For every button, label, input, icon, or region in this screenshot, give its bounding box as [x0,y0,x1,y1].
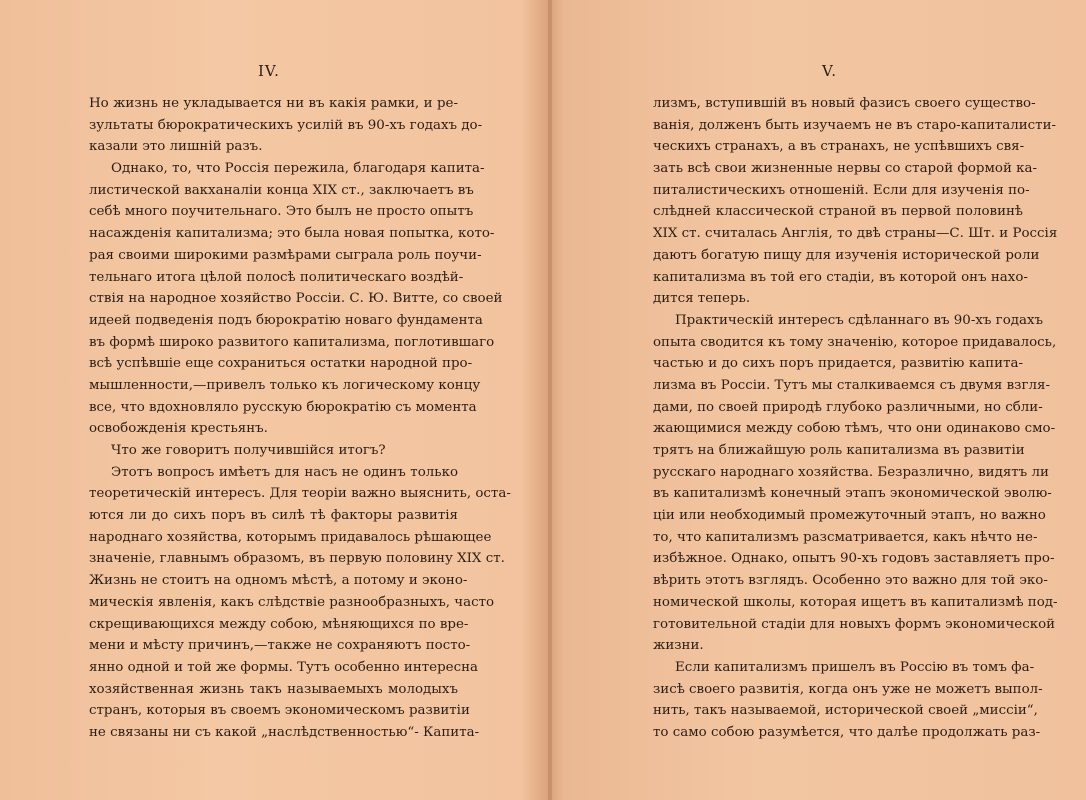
text-line: Жизнь не стоитъ на одномъ мѣстѣ, а потому и эконо- [89,573,468,589]
text-line: ются ли до сихъ поръ въ силѣ тѣ факторы развитія [89,508,458,524]
text-line: Если капитализмъ пришелъ въ Россію въ томъ фа- [675,659,1035,675]
text-line: народнаго хозяйства, которымъ придавалось рѣшающее [89,529,492,545]
text-line: мышленности,—привелъ только къ логическому концу [89,377,481,393]
page-body-text [653,93,1058,744]
text-line: лизмъ, вступившій въ новый фазисъ своего существо- [653,96,1036,111]
text-line: дами, по своей природѣ глубоко различными, но сбли- [653,399,1043,415]
text-line: все, что вдохновляло русскую бюрократію съ момента [89,399,477,415]
text-line: насажденія капитализма; это была новая попытка, кото- [89,226,495,242]
text-line: слѣдней классической страной въ первой половинѣ [653,204,1023,220]
text-line: листической вакханаліи конца XIX ст., заключаетъ въ [89,182,474,198]
text-line: Этотъ вопросъ имѣетъ для насъ не одинъ только [111,464,458,480]
text-line: то, что капитализмъ разсматривается, какъ нѣчто не- [653,529,1038,545]
text-line: питалистическихъ отношеній. Если для изученія по- [653,182,1030,198]
text-line: освобожденія крестьянъ. [89,421,268,437]
text-line: значеніе, главнымъ образомъ, въ первую половину XIX ст. [89,551,505,567]
text-line: хозяйственная жизнь такъ называемыхъ молодыхъ [89,681,458,697]
text-line: Что же говоритъ получившійся итогъ? [111,443,386,458]
text-line: тельнаго итога цѣлой полосѣ политическаго воздѣй- [89,269,464,285]
text-line: Однако, то, что Россія пережила, благодаря капита- [111,161,485,177]
text-line: ческихъ странахъ, а въ странахъ, не успѣвшихъ свя- [653,139,1025,155]
text-line: янно одной и той же формы. Тутъ особенно интересна [89,659,478,675]
text-line: себѣ много поучительнаго. Это былъ не просто опытъ [89,204,474,220]
text-line: дится теперь. [653,291,751,307]
text-line: всѣ успѣвшіе еще сохраниться остатки народной про- [89,356,473,372]
page-number: IV. [258,62,280,80]
text-line: теоретическій интересъ. Для теоріи важно выяснить, оста- [89,486,511,502]
page-body-text [89,93,511,744]
text-line: странъ, которыя въ своемъ экономическомъ развитіи [89,703,470,719]
text-line: русскаго народнаго хозяйства. Безразлично, видятъ ли [653,464,1049,480]
text-line: избѣжное. Однако, опытъ 90-хъ годовъ заставляетъ про- [653,551,1055,567]
page-number: V. [822,62,837,80]
text-line: частью и до сихъ поръ придается, развитію капита- [653,356,1023,372]
text-line: зать всѣ свои жизненные нервы со старой формой ка- [653,161,1038,177]
text-line: жизни. [653,638,704,654]
text-line: лизма въ Россіи. Тутъ мы сталкиваемся съ двумя взгля- [653,377,1050,393]
text-line: ствія на народное хозяйство Россіи. С. Ю. Витте, со своей [89,291,503,307]
text-line: капитализма въ той его стадіи, въ которой онъ нахо- [653,269,1028,285]
text-line: трятъ на ближайшую роль капитализма въ развитіи [653,443,1025,458]
text-line: номической школы, которая ищетъ въ капитализмѣ под- [653,594,1058,610]
text-line: нить, такъ называемой, исторической своей „миссіи“, [653,703,1038,719]
text-line: Практическій интересъ сдѣланнаго въ 90-хъ годахъ [675,312,1044,328]
text-line: готовительной стадіи для новыхъ формъ экономической [653,616,1056,632]
text-line: даютъ богатую пищу для изученія исторической роли [653,247,1040,263]
text-line: рая своими широкими размѣрами сыграла роль поучи- [89,247,482,263]
text-line: не связаны ни съ какой „наслѣдственностью“- Капита- [89,724,480,740]
text-line: зисѣ своего развитія, когда онъ уже не можетъ выпол- [653,681,1043,697]
text-line: въ капитализмѣ конечный этапъ экономической эволю- [653,486,1052,502]
text-line: въ формѣ широко развитого капитализма, поглотившаго [89,334,495,350]
text-line: жающимися между собою тѣмъ, что они одинаково смо- [653,421,1056,437]
text-line: зультаты бюрократическихъ усилій въ 90-хъ годахъ до- [89,117,483,133]
text-line: вѣрить этотъ взглядъ. Особенно это важно для той эко- [653,573,1048,589]
text-line: XIX ст. считалась Англія, то двѣ страны—С. Шт. и Россія [653,226,1058,242]
text-line: казали это лишній разъ. [89,139,263,155]
text-line: Но жизнь не укладывается ни въ какія рамки, и ре- [89,96,458,111]
text-line: скрещивающихся между собою, мѣняющихся по вре- [89,616,469,632]
text-line: идеей подведенія подъ бюрократію новаго фундамента [89,312,483,328]
text-line: мическія явленія, какъ слѣдствіе разнообразныхъ, часто [89,594,495,610]
text-line: то само собою разумѣется, что далѣе продолжать раз- [653,724,1041,740]
text-line: мени и мѣсту причинъ,—также не сохраняютъ посто- [89,638,471,654]
text-line: опыта сводится къ тому значенію, которое придавалось, [653,334,1057,350]
text-line: ванія, долженъ быть изучаемъ не въ старо-капиталисти- [653,117,1057,133]
text-line: ціи или необходимый промежуточный этапъ, но важно [653,508,1046,524]
right-page [552,0,1086,800]
